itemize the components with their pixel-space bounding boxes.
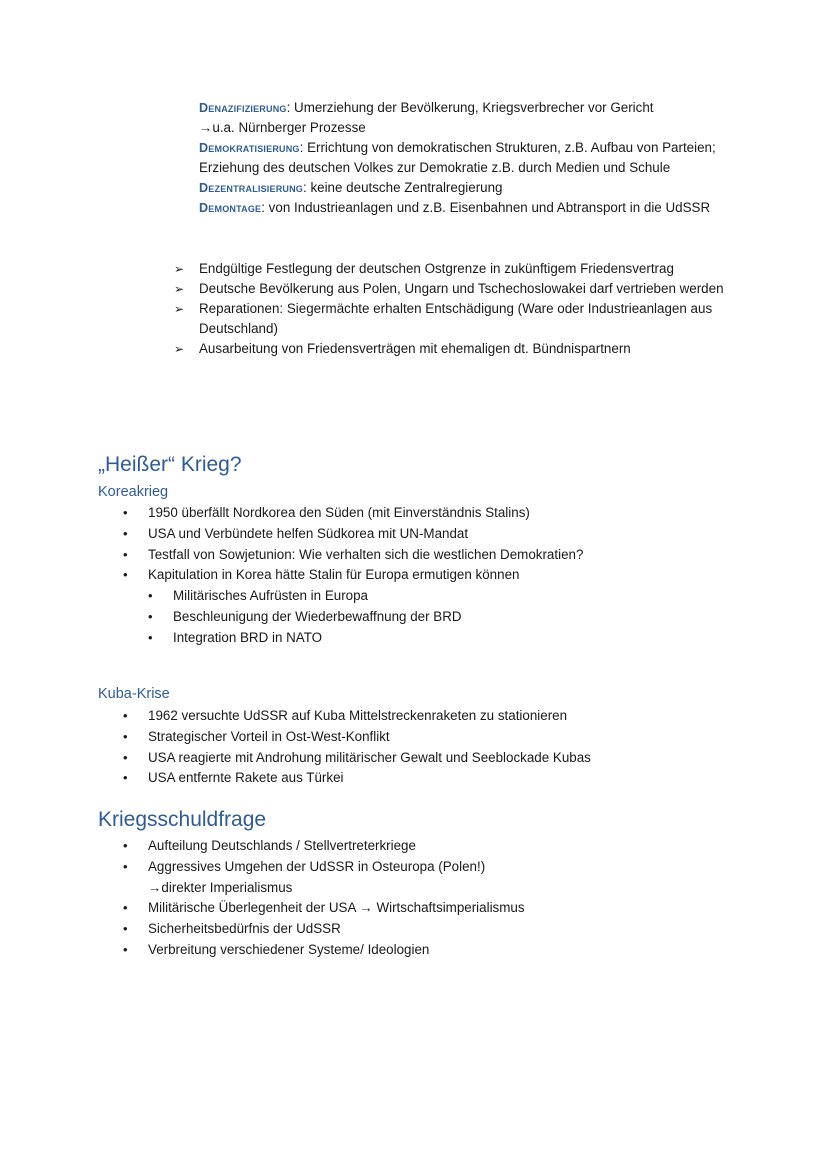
- section-heading-kriegsschuldfrage: Kriegsschuldfrage: [98, 808, 267, 831]
- list-item: • Militärische Überlegenheit der USA → Wirtschaftsimperialismus: [122, 898, 762, 919]
- koreakrieg-list: [122, 503, 762, 649]
- list-item: ➢ Deutsche Bevölkerung aus Polen, Ungarn und Tschechoslowakei darf vertrieben werden: [174, 279, 734, 299]
- list-item: • 1962 versuchte UdSSR auf Kuba Mittelstreckenraketen zu stationieren: [122, 706, 762, 727]
- sub-list-item: • Integration BRD in NATO: [122, 628, 762, 649]
- filled-dot-bullet-icon: •: [148, 608, 153, 624]
- list-item: • Sicherheitsbedürfnis der UdSSR: [122, 919, 762, 940]
- term-label: Dezentralisierung: [199, 181, 303, 195]
- term-text: : keine deutsche Zentralregierung: [303, 180, 503, 195]
- list-item: • USA und Verbündete helfen Südkorea mit UN-Mandat: [122, 524, 762, 545]
- kuba-krise-list: [122, 706, 762, 789]
- list-item: ➢ Ausarbeitung von Friedensverträgen mit ehemaligen dt. Bündnispartnern: [174, 339, 734, 359]
- term-entry: [199, 178, 719, 198]
- arrowhead-bullet-icon: ➢: [174, 302, 185, 316]
- term-entry: [199, 98, 719, 138]
- term-continuation: →u.a. Nürnberger Prozesse: [199, 120, 366, 135]
- list-item: ➢ Endgültige Festlegung der deutschen Ostgrenze in zukünftigem Friedensvertrag: [174, 259, 734, 279]
- filled-dot-bullet-icon: •: [123, 900, 128, 916]
- list-item: ➢ Reparationen: Siegermächte erhalten Entschädigung (Ware oder Industrieanlagen aus Deutschland): [174, 301, 713, 336]
- filled-dot-bullet-icon: •: [123, 505, 128, 520]
- filled-dot-bullet-icon: •: [123, 921, 128, 937]
- filled-dot-bullet-icon: •: [123, 728, 128, 744]
- term-text: : Umerziehung der Bevölkerung, Kriegsverbrecher vor Gericht: [286, 100, 654, 115]
- filled-dot-bullet-icon: •: [148, 588, 153, 604]
- term-definitions: [199, 98, 719, 218]
- filled-dot-bullet-icon: •: [123, 749, 128, 765]
- term-label: Demontage: [199, 201, 262, 215]
- list-item: • Aufteilung Deutschlands / Stellvertreterkriege: [122, 836, 762, 857]
- arrow-bullet-list: [174, 259, 734, 359]
- filled-dot-bullet-icon: •: [123, 838, 128, 853]
- list-item: • Verbreitung verschiedener Systeme/ Ideologien: [122, 940, 762, 961]
- filled-dot-bullet-icon: •: [123, 546, 128, 562]
- filled-dot-bullet-icon: •: [123, 858, 128, 874]
- list-item: • Kapitulation in Korea hätte Stalin für Europa ermutigen können: [122, 565, 762, 586]
- subsection-heading-kuba-krise: Kuba-Krise: [98, 686, 170, 702]
- arrowhead-bullet-icon: ➢: [174, 342, 185, 356]
- filled-dot-bullet-icon: •: [123, 770, 128, 786]
- subsection-heading-koreakrieg: Koreakrieg: [98, 484, 169, 500]
- sub-list-item: • Beschleunigung der Wiederbewaffnung der BRD: [122, 607, 762, 628]
- filled-dot-bullet-icon: •: [123, 708, 128, 723]
- list-item: • Aggressives Umgehen der UdSSR in Osteuropa (Polen!) →direkter Imperialismus: [122, 857, 762, 899]
- list-item: • 1950 überfällt Nordkorea den Süden (mit Einverständnis Stalins): [122, 503, 762, 524]
- kriegsschuldfrage-list: [122, 836, 762, 961]
- term-text: : von Industrieanlagen und z.B. Eisenbahnen und Abtransport in die UdSSR: [261, 200, 711, 215]
- filled-dot-bullet-icon: •: [123, 941, 128, 957]
- list-item: • Testfall von Sowjetunion: Wie verhalten sich die westlichen Demokratien?: [122, 545, 762, 566]
- list-item: • USA reagierte mit Androhung militärischer Gewalt und Seeblockade Kubas: [122, 748, 762, 769]
- filled-dot-bullet-icon: •: [123, 525, 128, 541]
- list-item: • USA entfernte Rakete aus Türkei: [122, 768, 762, 789]
- arrowhead-bullet-icon: ➢: [174, 262, 185, 276]
- list-item: • Strategischer Vorteil in Ost-West-Konflikt: [122, 727, 762, 748]
- term-text: : Errichtung von demokratischen Strukturen, z.B. Aufbau von Parteien; Erziehung des deutschen Volkes zur Demokratie z.B. durch Medien und Schule: [199, 140, 716, 175]
- arrowhead-bullet-icon: ➢: [174, 282, 185, 296]
- term-label: Demokratisierung: [199, 141, 300, 155]
- term-entry: [199, 138, 719, 178]
- sub-list-item: • Militärisches Aufrüsten in Europa: [122, 586, 762, 607]
- section-heading-heisser-krieg: „Heißer“ Krieg?: [98, 453, 242, 476]
- item-continuation: →direkter Imperialismus: [148, 879, 293, 895]
- filled-dot-bullet-icon: •: [148, 629, 153, 645]
- term-label: Denazifizierung: [199, 101, 287, 115]
- term-entry: [199, 198, 719, 218]
- filled-dot-bullet-icon: •: [123, 567, 128, 583]
